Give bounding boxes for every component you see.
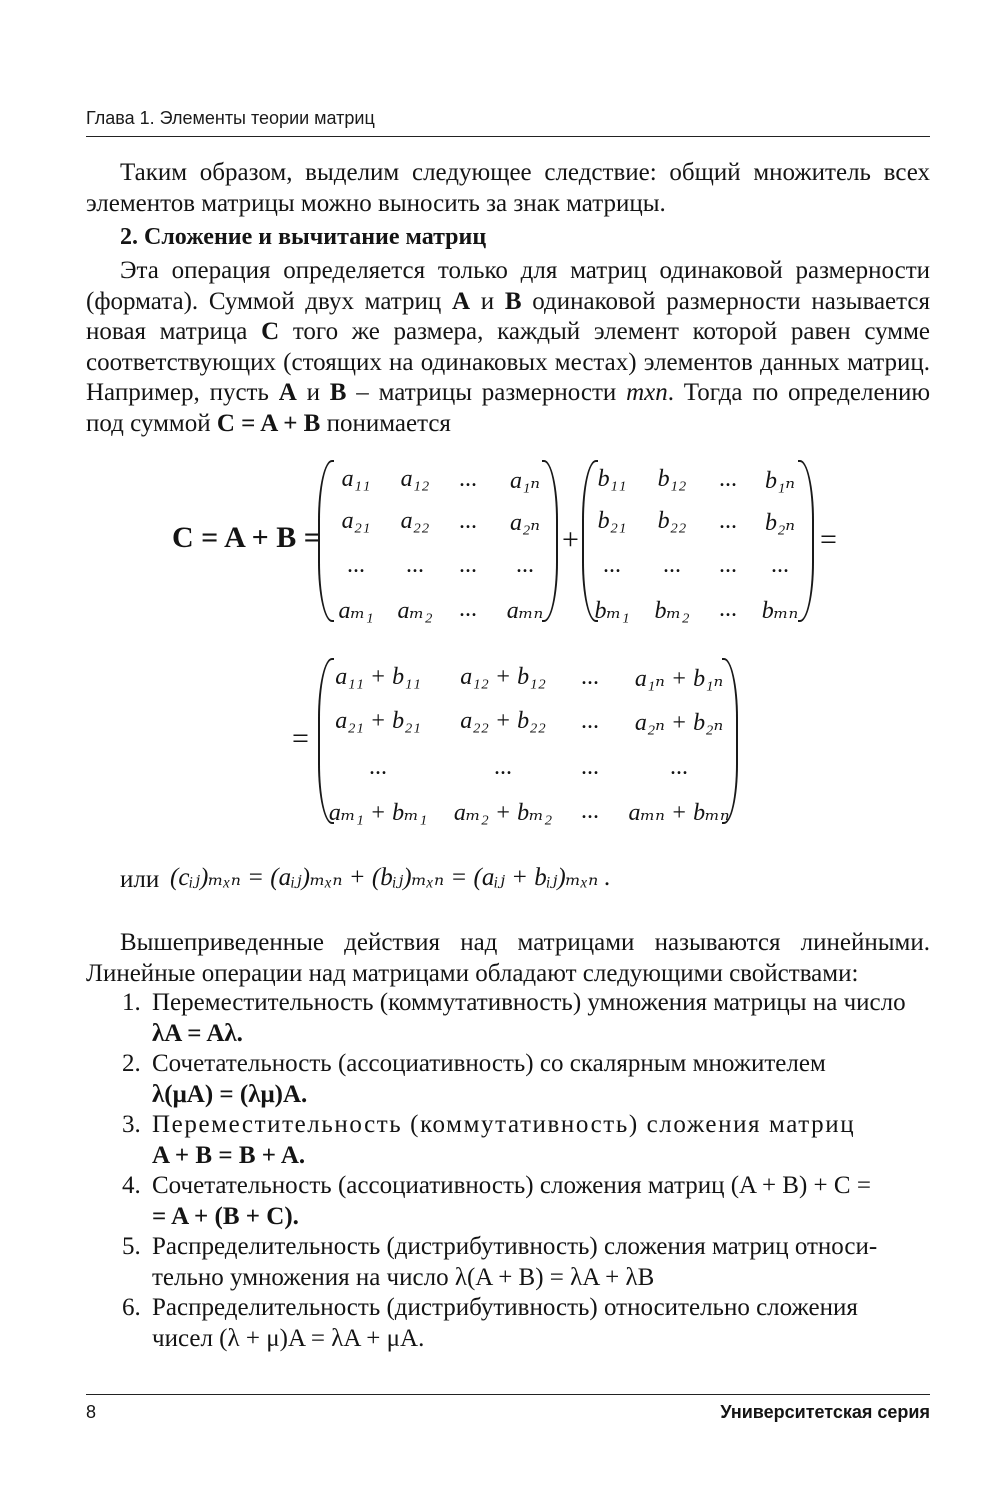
property-formula: = A + (B + C). [152, 1202, 299, 1230]
para-text-2: одинаковой размерности называется новая матрица [86, 287, 930, 345]
property-text: Распределительность (дистрибутивность) относительно сложения [152, 1294, 858, 1321]
matrix-sum-cell: ... [581, 798, 599, 824]
matrix-a-cell: ... [459, 508, 477, 534]
property-item-1 [122, 988, 930, 1049]
matrix-a-ref: A [451, 287, 471, 315]
matrix-a-cell: ... [459, 596, 477, 622]
matrix-a-cell: ... [459, 552, 477, 578]
matrix-sum [318, 658, 738, 824]
matrix-a-cell: a₁ₙ [509, 468, 541, 494]
matrix-b-cell: b₂₁ [597, 508, 627, 534]
page-number: 8 [86, 1402, 97, 1422]
property-formula: чисел (λ + μ)A = λA + μA. [152, 1324, 425, 1352]
matrix-b-ref-2: B [329, 379, 347, 406]
property-formula: тельно умножения на число λ(A + B) = λA + λB [152, 1263, 655, 1291]
property-text: Сочетательность (ассоциативность) со скалярным множителем [152, 1050, 826, 1077]
running-header: Глава 1. Элементы теории матриц [86, 108, 375, 128]
matrix-b-cell: b₁₁ [597, 466, 627, 492]
para-text-1: Эта операция определяется только для матриц одинаковой размерности (формата). Суммой двух матриц [86, 257, 930, 315]
property-num: 5. [122, 1233, 141, 1260]
property-item-6 [122, 1293, 930, 1354]
matrix-a-cell: aₘ₂ [397, 598, 433, 624]
matrix-b-cell: b₁ₙ [764, 468, 796, 494]
equals-sign-2: = [292, 722, 309, 755]
property-num: 2. [122, 1050, 141, 1077]
matrix-a-cell: ... [516, 552, 534, 578]
matrix-sum-cell: ... [581, 708, 599, 734]
property-text: Переместительность (коммутативность) умножения матрицы на число [152, 989, 906, 1016]
matrix-a-cell: aₘₙ [506, 598, 544, 624]
property-text: Переместительность (коммутативность) сложения матриц [152, 1111, 856, 1138]
matrix-sum-cell: a₁₁ + b₁₁ [335, 664, 421, 690]
matrix-b-cell: ... [663, 552, 681, 578]
sum-formula: C = A + B [216, 409, 321, 437]
matrix-a-cell: ... [347, 552, 365, 578]
property-num: 4. [122, 1172, 141, 1199]
para-text-5: . Тогда по определению под суммой [86, 379, 931, 437]
matrix-b-cell: ... [719, 552, 737, 578]
section-heading: 2. Сложение и вычитание матриц [120, 224, 487, 250]
dimension-label: mxn [626, 379, 668, 406]
matrix-sum-cell: ... [581, 664, 599, 690]
matrix-a-cell: a₁₁ [341, 466, 371, 492]
matrix-a-cell: a₂ₙ [509, 510, 541, 536]
matrix-sum-cell: ... [581, 754, 599, 780]
matrix-sum-cell: aₘ₁ + bₘ₁ [328, 800, 428, 826]
matrix-a-cell: ... [406, 552, 424, 578]
or-label: или [120, 866, 160, 893]
property-num: 1. [122, 989, 141, 1016]
matrix-a [318, 460, 558, 622]
property-item-3 [122, 1110, 930, 1171]
equation-lhs: C = A + B = [172, 521, 321, 554]
property-num: 3. [122, 1111, 141, 1138]
property-formula: λ(μA) = (λμ)A. [152, 1080, 308, 1108]
property-text: Сочетательность (ассоциативность) сложения матриц (A + B) + C = [152, 1172, 871, 1199]
para-text-3: того же размера, каждый элемент которой равен сумме соответствующих (стоящих на одинаковых местах) элементов данных матриц. Например, пусть [86, 318, 930, 406]
property-formula: λA = Aλ. [152, 1019, 243, 1047]
para-text-4: – матрицы размерности [346, 379, 627, 406]
matrix-b-cell: ... [771, 552, 789, 578]
property-text: Распределительность (дистрибутивность) сложения матриц относи- [152, 1233, 878, 1260]
matrix-b-cell: bₘₙ [761, 598, 799, 624]
intro-paragraph [86, 158, 930, 219]
header-rule [86, 136, 930, 137]
matrix-sum-cell: a₁₂ + b₁₂ [460, 664, 546, 690]
matrix-b-cell: b₂ₙ [764, 510, 796, 536]
section-paragraph [86, 256, 930, 439]
property-item-2 [122, 1049, 930, 1110]
matrix-sum-cell: ... [670, 754, 688, 780]
linear-text: Вышеприведенные действия над матрицами называются линейными. Линейные операции над матрицами обладают следующими свойствами: [86, 929, 930, 987]
matrix-sum-cell: aₘₙ + bₘₙ [628, 800, 730, 826]
matrix-a-cell: a₂₁ [341, 508, 371, 534]
matrix-a-cell: ... [459, 466, 477, 492]
plus-sign: + [562, 523, 579, 556]
matrix-b-cell: b₂₂ [657, 508, 687, 534]
property-num: 6. [122, 1294, 141, 1321]
series-name: Университетская серия [720, 1402, 930, 1422]
para-text-6: понимается [320, 409, 451, 437]
matrix-b-cell: bₘ₂ [654, 598, 690, 624]
matrix-b-cell: ... [719, 508, 737, 534]
matrix-sum-cell: a₂₁ + b₂₁ [335, 708, 421, 734]
matrix-sum-cell: aₘ₂ + bₘ₂ [453, 800, 553, 826]
matrix-sum-cell: ... [494, 754, 512, 780]
matrix-a-left-paren [318, 460, 334, 622]
matrix-b-cell: b₁₂ [657, 466, 687, 492]
matrix-a-cell: a₂₂ [400, 508, 430, 534]
matrix-sum-cell: a₂₂ + b₂₂ [460, 708, 546, 734]
property-formula: A + B = B + A. [152, 1141, 306, 1169]
matrix-b-cell: ... [719, 466, 737, 492]
matrix-a-ref-2: A [278, 379, 297, 406]
matrix-b-right-paren [798, 460, 814, 622]
matrix-sum-cell: a₂ₙ + b₂ₙ [634, 710, 724, 736]
para-and-2: и [296, 379, 330, 406]
matrix-sum-cell: a₁ₙ + b₁ₙ [634, 666, 724, 692]
matrix-b-ref: B [504, 287, 522, 315]
matrix-b [582, 460, 814, 622]
matrix-c-ref: C [261, 318, 280, 345]
intro-text: Таким образом, выделим следующее следствие: общий множитель всех элементов матрицы можно выносить за знак матрицы. [86, 159, 930, 217]
footer-rule [86, 1394, 930, 1395]
linear-paragraph [86, 928, 930, 989]
matrix-a-cell: aₘ₁ [338, 598, 374, 624]
matrix-sum-cell: ... [369, 754, 387, 780]
para-and-1: и [470, 287, 505, 315]
matrix-b-cell: ... [719, 596, 737, 622]
property-item-4 [122, 1171, 930, 1232]
matrix-b-cell: ... [603, 552, 621, 578]
matrix-a-cell: a₁₂ [400, 466, 430, 492]
element-formula: (cᵢⱼ)ₘₓₙ = (aᵢⱼ)ₘₓₙ + (bᵢⱼ)ₘₓₙ = (aᵢⱼ + bᵢⱼ)ₘₓₙ . [170, 864, 611, 891]
matrix-b-cell: bₘ₁ [594, 598, 630, 624]
matrix-a-right-paren [542, 460, 558, 622]
property-item-5 [122, 1232, 930, 1293]
equals-sign-1: = [820, 523, 837, 556]
